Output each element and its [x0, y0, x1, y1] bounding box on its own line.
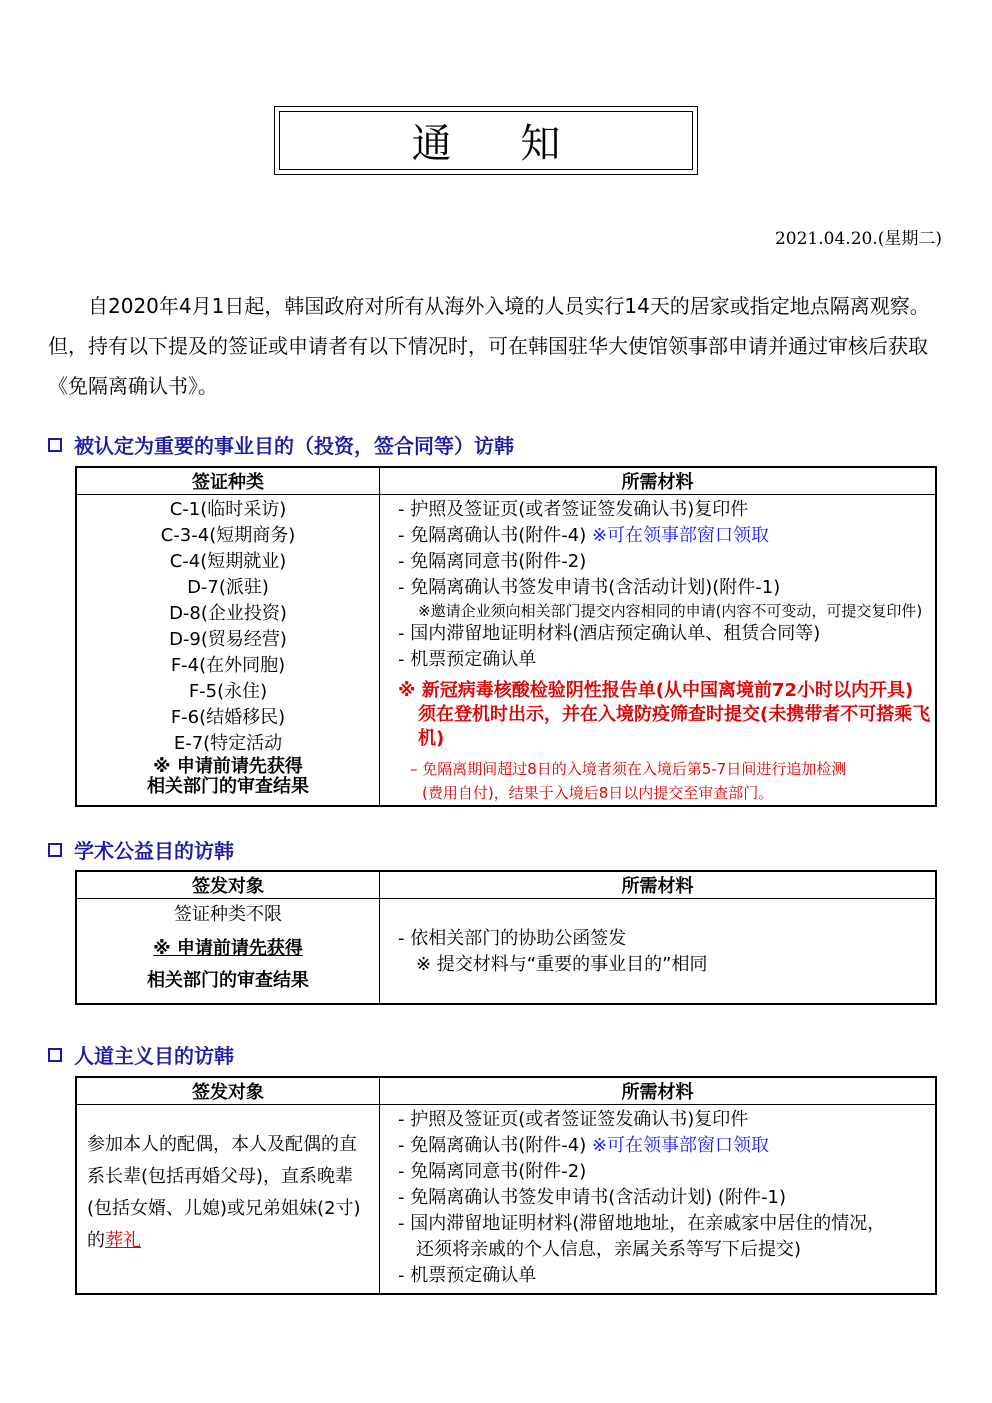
section2-note-line1: ※ 申请前请先获得 [153, 938, 303, 959]
section1-note-line2: 相关部门的审查结果 [147, 776, 309, 797]
section3-heading [48, 1040, 234, 1069]
visa-list [77, 495, 379, 757]
section1-heading-text: 被认定为重要的事业目的（投资，签合同等）访韩 [74, 434, 514, 458]
material-item: - 免隔离确认书签发申请书(含活动计划) (附件-1) [398, 1185, 935, 1211]
section1-body-row [76, 495, 936, 807]
extra-test-note-2: (费用自付)，结果于入境后8日以内提交至审查部门。 [422, 784, 774, 802]
section3-col1-header: 签发对象 [76, 1077, 380, 1105]
visa-item: F-4(在外同胞) [170, 655, 286, 676]
visa-item: D-7(派驻) [187, 577, 269, 598]
extra-test-note: – 免隔离期间超过8日的入境者须在入境后第5-7日间进行追加检测 [410, 760, 847, 778]
intro-paragraph [48, 286, 948, 406]
section2-target: 签证种类不限 [174, 904, 282, 925]
section3-col2-header: 所需材料 [380, 1077, 937, 1105]
section1-header-row [76, 467, 936, 495]
visa-item: D-9(贸易经营) [169, 629, 287, 650]
section3-heading-text: 人道主义目的访韩 [74, 1044, 234, 1068]
material-item: - 护照及签证页(或者签证签发确认书)复印件 [398, 1107, 935, 1133]
visa-item: E-7(特定活动 [173, 733, 283, 754]
material-item [398, 523, 935, 549]
material-item: - 依相关部门的协助公函签发 [398, 926, 935, 952]
material-text: 免隔离确认书(附件-4) [410, 525, 587, 546]
section3-target [77, 1105, 379, 1257]
title-frame [274, 106, 698, 175]
visa-item: C-1(临时采访) [169, 499, 287, 520]
section2-heading-text: 学术公益目的访韩 [74, 839, 234, 863]
material-item: - 机票预定确认单 [398, 647, 935, 673]
material-item [398, 1133, 935, 1159]
visa-item: C-4(短期就业) [169, 551, 287, 572]
section1-materials-cell [380, 495, 937, 807]
visa-item: F-5(永住) [188, 681, 268, 702]
funeral-keyword: 葬礼 [105, 1230, 141, 1251]
notice-date: 2021.04.20.(星期二) [774, 229, 942, 249]
pcr-requirement: ※ 新冠病毒核酸检验阴性报告单(从中国离境前72小时以内开具) [398, 680, 914, 701]
material-item: - 免隔离同意书(附件-2) [398, 1159, 935, 1185]
material-item: - 免隔离确认书签发申请书(含活动计划)(附件-1) [398, 575, 935, 601]
section2-target-cell [76, 899, 380, 1005]
title-inner-frame [279, 111, 693, 170]
window-pickup-note: ※可在领事部窗口领取 [591, 1135, 770, 1156]
section2-table [75, 870, 937, 1005]
section3-header-row [76, 1077, 936, 1105]
section2-heading [48, 835, 234, 864]
section2-materials [380, 924, 935, 978]
pcr-requirement-detail: 须在登机时出示，并在入境防疫筛查时提交(未携带者不可搭乘飞机) [418, 704, 931, 749]
page-title: 通 知 [411, 121, 589, 167]
materials-list [380, 495, 935, 805]
material-text: 免隔离确认书(附件-4) [410, 1135, 587, 1156]
checkbox-square-icon [48, 1048, 62, 1062]
checkbox-square-icon [48, 843, 62, 857]
visa-item: D-8(企业投资) [169, 603, 287, 624]
section3-body-row [76, 1105, 936, 1295]
section1-heading [48, 430, 514, 459]
invite-company-note: ※邀请企业须向相关部门提交内容相同的申请(内容不可变动，可提交复印件) [418, 602, 923, 620]
intro-text: 自2020年4月1日起，韩国政府对所有从海外入境的人员实行14天的居家或指定地点隔离观察。但，持有以下提及的签证或申请者有以下情况时，可在韩国驻华大使馆领事部申请并通过审核后获取《免隔离确认书》。 [48, 294, 930, 398]
visa-item: C-3-4(短期商务) [160, 525, 296, 546]
section1-col1-header: 签证种类 [76, 467, 380, 495]
checkbox-square-icon [48, 438, 62, 452]
section2-col1-header: 签发对象 [76, 871, 380, 899]
material-item: - 护照及签证页(或者签证签发确认书)复印件 [398, 497, 935, 523]
section1-col2-header: 所需材料 [380, 467, 937, 495]
material-item: - 机票预定确认单 [398, 1263, 935, 1289]
section3-materials-cell [380, 1105, 937, 1295]
funeral-target-text: 参加本人的配偶，本人及配偶的直系长辈(包括再婚父母)，直系晚辈(包括女婿、儿媳)或兄弟姐妹(2寸)的 [87, 1134, 361, 1251]
visa-item: F-6(结婚移民) [170, 707, 286, 728]
same-as-business-note: ※ 提交材料与“重要的事业目的”相同 [416, 954, 708, 975]
section3-materials [380, 1105, 935, 1289]
section2-col2-header: 所需材料 [380, 871, 937, 899]
material-item: - 国内滞留地证明材料(酒店预定确认单、租赁合同等) [398, 621, 935, 647]
section3-table [75, 1076, 937, 1295]
material-item-cont: 还须将亲戚的个人信息，亲属关系等写下后提交) [416, 1239, 802, 1260]
section2-header-row [76, 871, 936, 899]
section1-note-line1: ※ 申请前请先获得 [153, 756, 303, 777]
section1-visa-cell [76, 495, 380, 807]
section3-target-cell [76, 1105, 380, 1295]
material-item: - 免隔离同意书(附件-2) [398, 549, 935, 575]
section2-note-line2: 相关部门的审查结果 [147, 970, 309, 991]
window-pickup-note: ※可在领事部窗口领取 [591, 525, 770, 546]
section1-table [75, 466, 937, 807]
section2-body-row [76, 899, 936, 1005]
section2-materials-cell [380, 899, 937, 1005]
material-item: - 国内滞留地证明材料(滞留地地址，在亲戚家中居住的情况， [398, 1211, 935, 1237]
